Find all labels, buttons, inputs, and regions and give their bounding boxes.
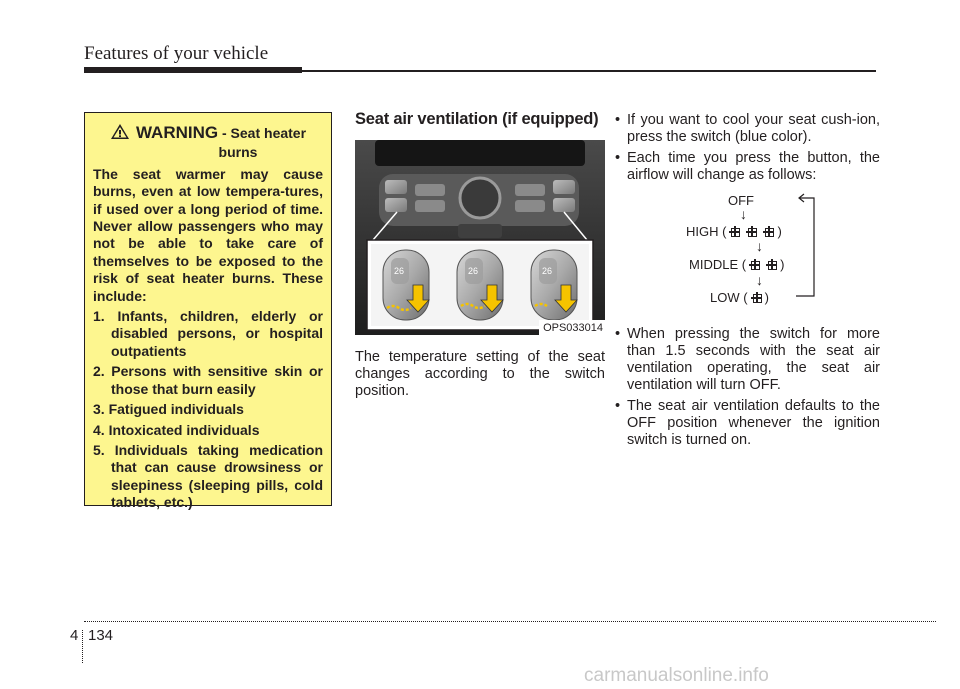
- warning-triangle-icon: [110, 123, 130, 144]
- down-arrow-icon: ↓: [756, 238, 763, 254]
- middle-column: [355, 110, 605, 415]
- seat-switch-3: [531, 250, 577, 320]
- warning-body: The seat warmer may cause burns, even at low tempera-tures, if used over a long period of time. Never allow passengers who may not be able to take care of themselves to be exposed to the risk of seat heater burns. These include:: [93, 165, 323, 304]
- fan-icon: [729, 226, 740, 237]
- console-photo: [355, 140, 605, 335]
- return-arrow-icon: [794, 192, 820, 302]
- bullet-turn-off: • When pressing the switch for more than 1.5 seconds with the seat air ventilation operating, the seat air ventilation will turn OFF.: [608, 326, 880, 394]
- warning-box: [84, 112, 332, 511]
- flow-close-paren: ): [764, 290, 769, 305]
- fan-icon: [749, 259, 760, 270]
- flow-off: OFF: [728, 193, 754, 208]
- warning-list: [93, 308, 323, 511]
- flow-low-label: LOW (: [710, 290, 748, 305]
- seat-switch-2: [457, 250, 503, 320]
- seat-switch-1: [383, 250, 429, 320]
- section-paragraph: The temperature setting of the seat changes according to the switch position.: [355, 349, 605, 399]
- switch-label-3: 26: [542, 266, 553, 276]
- fan-icon: [746, 226, 757, 237]
- switch-label-1: 26: [394, 266, 405, 276]
- console-illustration: [355, 140, 605, 335]
- warning-list-item: 1. Infants, children, elderly or disabled persons, or hospital outpatients: [93, 308, 323, 359]
- warning-subheading-2: burns: [218, 144, 258, 161]
- bullet-cool-seat: • If you want to cool your seat cush-ion, press the switch (blue color).: [608, 112, 880, 146]
- header-rule: [84, 67, 302, 73]
- flow-close-paren: ): [777, 224, 782, 239]
- photo-caption: OPS033014: [539, 320, 605, 335]
- down-arrow-icon: ↓: [740, 206, 747, 222]
- fan-icon: [751, 292, 762, 303]
- page-header-title: Features of your vehicle: [84, 43, 269, 64]
- watermark: carmanualsonline.info: [584, 665, 769, 686]
- flow-middle-label: MIDDLE (: [689, 257, 747, 272]
- switch-label-2: 26: [468, 266, 479, 276]
- flow-close-paren: ): [780, 257, 785, 272]
- warning-list-item: 3. Fatigued individuals: [93, 401, 244, 418]
- flow-middle: [689, 256, 784, 273]
- airflow-flow-diagram: [608, 192, 880, 314]
- flow-high-label: HIGH (: [686, 224, 727, 239]
- flow-low: [710, 289, 769, 306]
- warning-heading: [93, 123, 323, 162]
- warning-subheading: - Seat heater: [222, 125, 307, 141]
- fan-icon: [766, 259, 777, 270]
- bullet-airflow: • Each time you press the button, the airflow will change as follows:: [608, 150, 880, 184]
- fan-icon: [763, 226, 774, 237]
- right-column: [608, 112, 880, 453]
- warning-list-item: 5. Individuals taking medication that can cause drowsiness or sleepiness (sleeping pills, cold tablets, etc.): [93, 441, 323, 511]
- header-rule-thin: [302, 70, 876, 72]
- chapter-number: 4: [70, 627, 79, 644]
- bullet-default-off: • The seat air ventilation defaults to the OFF position whenever the ignition switch is turned on.: [608, 398, 880, 449]
- section-title: Seat air ventilation (if equipped): [355, 110, 599, 128]
- flow-high: [686, 223, 782, 240]
- warning-list-item: 4. Intoxicated individuals: [93, 421, 260, 438]
- down-arrow-icon: ↓: [756, 272, 763, 288]
- warning-label: WARNING: [135, 123, 219, 142]
- footer-rule: [84, 621, 936, 622]
- page-number: 134: [88, 627, 114, 644]
- footer-divider: [82, 630, 83, 663]
- warning-list-item: 2. Persons with sensitive skin or those that burn easily: [93, 363, 323, 397]
